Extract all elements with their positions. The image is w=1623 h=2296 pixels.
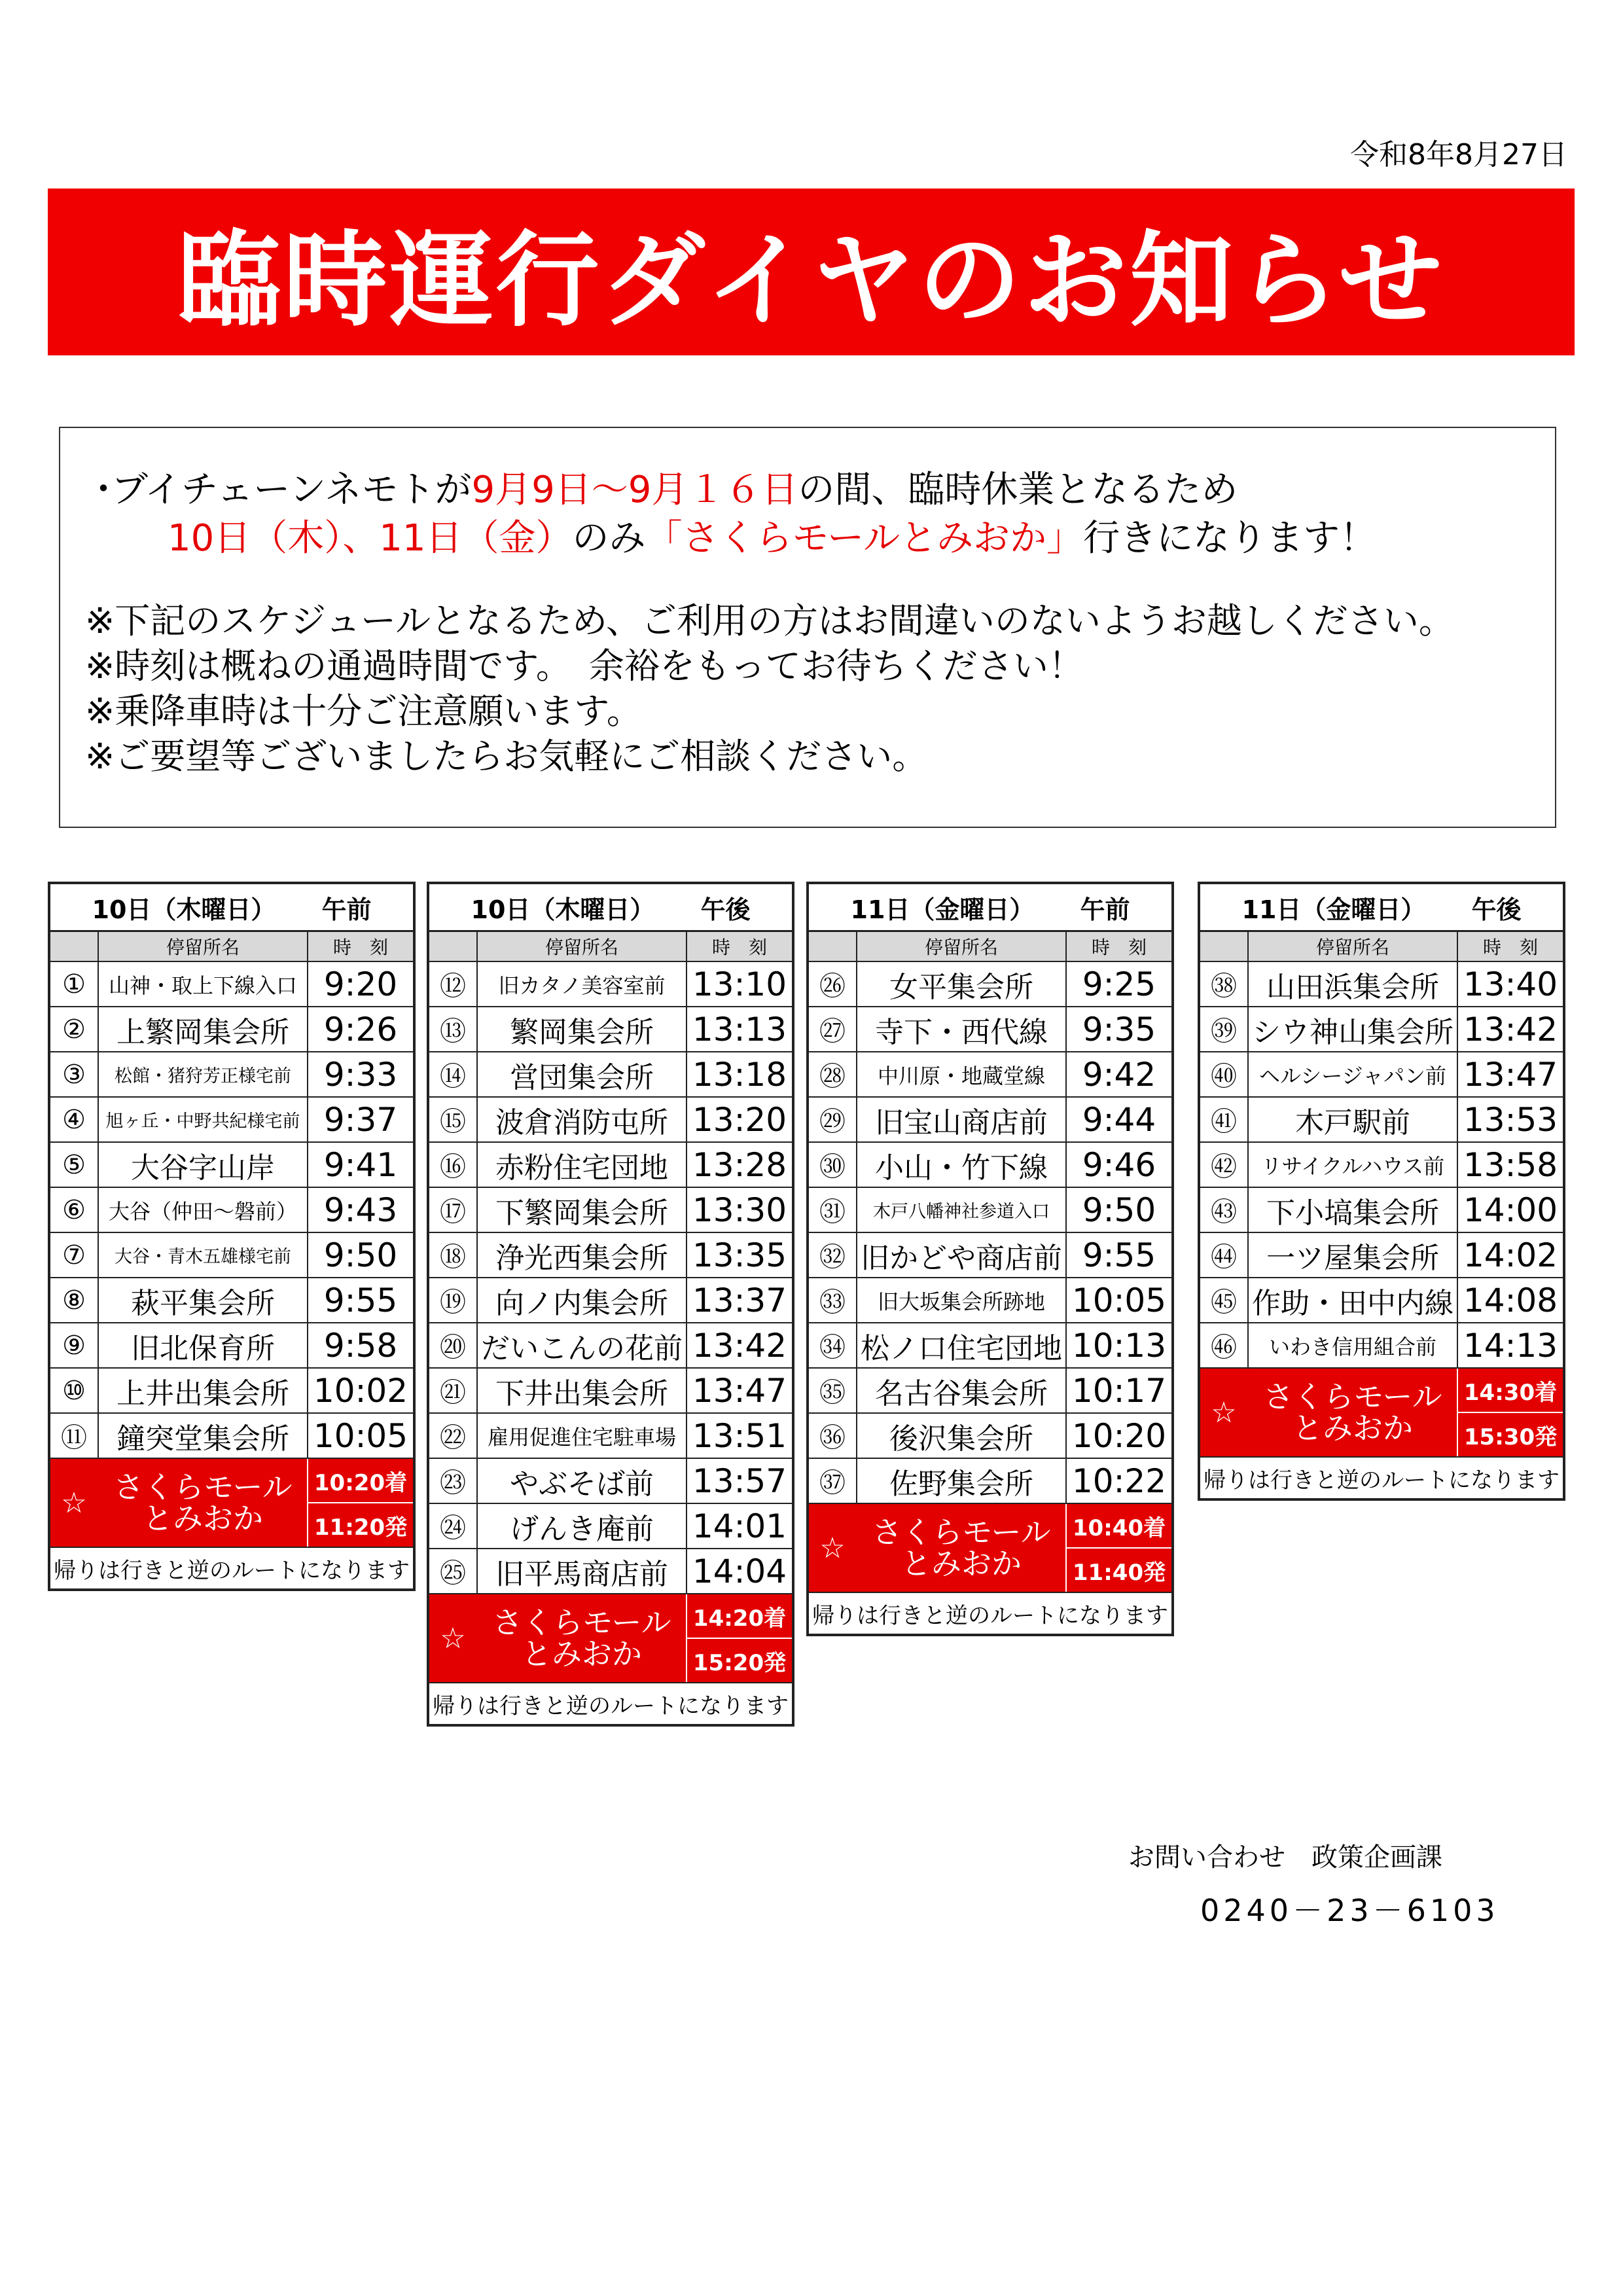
- stop-number: ㊻: [1200, 1323, 1249, 1367]
- stop-time: 13:57: [692, 1462, 787, 1500]
- contact-info: [1128, 1837, 1499, 1930]
- notice-text: の間、臨時休業となるため: [798, 469, 1238, 511]
- stop-name: 赤粉住宅団地: [478, 1143, 687, 1187]
- stop-number: ⑮: [429, 1098, 478, 1141]
- time-column-header: 時 刻: [711, 937, 767, 958]
- table-row: [1200, 1278, 1563, 1323]
- arrival-time: 14:30着: [1458, 1369, 1563, 1413]
- stop-number: ㊹: [1200, 1233, 1249, 1277]
- star-icon: ☆: [809, 1504, 857, 1592]
- stop-time: 14:04: [692, 1552, 787, 1590]
- arrival-time: 10:20着: [308, 1459, 413, 1503]
- stop-name: シウ神山集会所: [1249, 1007, 1458, 1051]
- stop-name: 旧平馬商店前: [478, 1549, 687, 1593]
- stop-name: 下小塙集会所: [1249, 1188, 1458, 1232]
- time-column-header: 時 刻: [1482, 937, 1538, 958]
- star-icon: ☆: [50, 1459, 99, 1547]
- destination-name-line1: さくらモール: [1263, 1379, 1442, 1414]
- stop-number: ⑭: [429, 1052, 478, 1096]
- timetable-header: [429, 884, 792, 932]
- stop-number: ㉘: [809, 1052, 857, 1096]
- note-item: ※乗降車時は十分ご注意願います。: [85, 691, 642, 732]
- stop-number: ㉗: [809, 1007, 857, 1051]
- table-row: [429, 1052, 792, 1098]
- stop-number: ③: [50, 1052, 99, 1096]
- stop-number: ㉓: [429, 1459, 478, 1503]
- stop-name: 上井出集会所: [99, 1369, 308, 1412]
- stop-name: 木戸駅前: [1249, 1098, 1458, 1141]
- table-row: [50, 962, 413, 1007]
- destination-label: [857, 1504, 1067, 1592]
- arrival-time: 10:40着: [1067, 1504, 1171, 1549]
- timetable-header: [1200, 884, 1563, 932]
- stop-number: ㊷: [1200, 1143, 1249, 1187]
- table-row: [809, 1098, 1171, 1143]
- table-row: [1200, 1143, 1563, 1188]
- stop-name: 旭ヶ丘・中野共紀様宅前: [99, 1098, 308, 1141]
- destination-row: [50, 1459, 413, 1548]
- stop-number: ⑨: [50, 1323, 99, 1367]
- return-route-note: 帰りは行きと逆のルートになります: [1204, 1467, 1560, 1494]
- stop-name: 大谷・青木五雄様宅前: [99, 1233, 308, 1277]
- stop-time: 9:55: [1082, 1236, 1156, 1274]
- stop-time: 9:55: [323, 1281, 398, 1319]
- destination-row: [1200, 1369, 1563, 1458]
- table-row: [50, 1052, 413, 1098]
- stop-time: 13:58: [1463, 1145, 1558, 1184]
- stop-name: 鐘突堂集会所: [99, 1414, 308, 1458]
- return-route-note: 帰りは行きと逆のルートになります: [433, 1693, 789, 1719]
- table-row: [429, 1369, 792, 1414]
- stop-time: 9:50: [1082, 1191, 1156, 1229]
- table-row: [809, 1459, 1171, 1504]
- table-row: [809, 1143, 1171, 1188]
- stop-time: 9:43: [323, 1191, 398, 1229]
- stop-time: 14:08: [1463, 1281, 1558, 1319]
- stop-name: リサイクルハウス前: [1249, 1143, 1458, 1187]
- note-item: ※ご要望等ございましたらお気軽にご相談ください。: [85, 736, 928, 777]
- table-row: [429, 1143, 792, 1188]
- table-row: [1200, 1098, 1563, 1143]
- stop-number: ㉙: [809, 1098, 857, 1141]
- timetable-header: [50, 884, 413, 932]
- stop-name: 後沢集会所: [857, 1414, 1067, 1458]
- stop-number: ⑱: [429, 1233, 478, 1277]
- stop-name: 佐野集会所: [857, 1459, 1067, 1503]
- star-icon: ☆: [1200, 1369, 1249, 1456]
- stop-time: 9:25: [1082, 965, 1156, 1003]
- stop-time: 13:10: [692, 965, 787, 1003]
- stop-time: 9:35: [1082, 1010, 1156, 1049]
- stop-number: ①: [50, 962, 99, 1006]
- stop-name: 山田浜集会所: [1249, 962, 1458, 1006]
- stop-time: 14:01: [692, 1507, 787, 1545]
- stop-name: 木戸八幡神社参道入口: [857, 1188, 1067, 1232]
- stop-number: ⑬: [429, 1007, 478, 1051]
- stop-number: ⑪: [50, 1414, 99, 1458]
- stop-number: ⑯: [429, 1143, 478, 1187]
- table-row: [50, 1369, 413, 1414]
- stop-number: ㉟: [809, 1369, 857, 1412]
- table-row: [809, 1188, 1171, 1233]
- stop-name: 旧北保育所: [99, 1323, 308, 1367]
- stop-number: ㊲: [809, 1459, 857, 1503]
- destination-name-line1: さくらモール: [113, 1469, 293, 1505]
- timetable-day: 10日（木曜日）: [92, 895, 276, 924]
- stop-time: 13:40: [1463, 965, 1558, 1003]
- notice-text: のみ: [572, 517, 646, 560]
- table-row: [809, 1414, 1171, 1459]
- stop-number: ㊺: [1200, 1278, 1249, 1322]
- stop-name: げんき庵前: [478, 1504, 687, 1548]
- stop-number: ⑥: [50, 1188, 99, 1232]
- table-row: [809, 1369, 1171, 1414]
- table-row: [429, 1188, 792, 1233]
- stop-number: ㉖: [809, 962, 857, 1006]
- contact-phone: 0240－23－6103: [1200, 1893, 1499, 1928]
- stop-number: ⑳: [429, 1323, 478, 1367]
- stop-name: 旧カタノ美容室前: [478, 962, 687, 1006]
- issue-date: 令和8年8月27日: [1350, 138, 1567, 171]
- timetable-period: 午後: [1471, 895, 1522, 924]
- stop-number: ⑩: [50, 1369, 99, 1412]
- stop-time: 9:26: [323, 1010, 398, 1049]
- table-row: [429, 1007, 792, 1052]
- stop-time: 13:51: [692, 1416, 787, 1455]
- table-row: [809, 1278, 1171, 1323]
- stop-number: ⑰: [429, 1188, 478, 1232]
- stop-number: ㉝: [809, 1278, 857, 1322]
- return-route-note: 帰りは行きと逆のルートになります: [54, 1557, 410, 1584]
- stop-name: 旧大坂集会所跡地: [857, 1278, 1067, 1322]
- note-item: ※下記のスケジュールとなるため、ご利用の方はお間違いのないようお越しください。: [85, 600, 1454, 641]
- notice-text: 行きになります！: [1083, 517, 1377, 560]
- timetable: [48, 882, 416, 1591]
- time-column-header: 時 刻: [332, 937, 388, 958]
- column-headers: [429, 932, 792, 962]
- table-row: [50, 1323, 413, 1369]
- destination-times: [1458, 1369, 1563, 1456]
- destination-name-line2: とみおか: [143, 1501, 263, 1536]
- stop-time: 10:05: [1071, 1281, 1167, 1319]
- stop-name: 波倉消防屯所: [478, 1098, 687, 1141]
- stop-time: 10:13: [1071, 1326, 1167, 1365]
- stop-time: 13:47: [692, 1371, 787, 1410]
- timetable-header: [809, 884, 1171, 932]
- table-row: [50, 1188, 413, 1233]
- stop-number: ㊴: [1200, 1007, 1249, 1051]
- return-route-note: 帰りは行きと逆のルートになります: [812, 1602, 1168, 1629]
- stop-name: 大谷字山岸: [99, 1143, 308, 1187]
- table-row: [429, 1278, 792, 1323]
- stop-name: 浄光西集会所: [478, 1233, 687, 1277]
- timetable-period: 午前: [1080, 895, 1130, 924]
- stop-number: ㊸: [1200, 1188, 1249, 1232]
- stop-name: 一ツ屋集会所: [1249, 1233, 1458, 1277]
- stop-time: 9:41: [323, 1145, 398, 1184]
- destination-row: [809, 1504, 1171, 1593]
- table-row: [1200, 1007, 1563, 1052]
- stop-time: 13:47: [1463, 1055, 1558, 1094]
- bullet: ・: [85, 469, 122, 511]
- stop-time: 13:42: [1463, 1010, 1558, 1049]
- stop-name: ヘルシージャパン前: [1249, 1052, 1458, 1096]
- stop-number: ㉑: [429, 1369, 478, 1412]
- stop-time: 9:20: [323, 965, 398, 1003]
- title-banner: [48, 188, 1575, 355]
- stop-name: 営団集会所: [478, 1052, 687, 1096]
- destination-name-line1: さくらモール: [492, 1605, 671, 1640]
- timetable-day: 11日（金曜日）: [1241, 895, 1426, 924]
- stop-name: 中川原・地蔵堂線: [857, 1052, 1067, 1096]
- timetable-period: 午後: [700, 895, 751, 924]
- arrival-time: 14:20着: [687, 1594, 792, 1639]
- stop-time: 9:58: [323, 1326, 398, 1365]
- stop-column-header: 停留所名: [478, 932, 687, 961]
- destination-times: [687, 1594, 792, 1682]
- stop-name: 下繁岡集会所: [478, 1188, 687, 1232]
- stop-number: ⑤: [50, 1143, 99, 1187]
- stop-time: 10:20: [1071, 1416, 1167, 1455]
- column-headers: [809, 932, 1171, 962]
- stop-name: 繁岡集会所: [478, 1007, 687, 1051]
- stop-name: 雇用促進住宅駐車場: [478, 1414, 687, 1458]
- stop-name: いわき信用組合前: [1249, 1323, 1458, 1367]
- service-days: 10日（木）、11日（金）: [168, 517, 573, 560]
- table-row: [1200, 1323, 1563, 1369]
- stop-number: ②: [50, 1007, 99, 1051]
- stop-number: ㊵: [1200, 1052, 1249, 1096]
- table-row: [429, 1098, 792, 1143]
- column-headers: [50, 932, 413, 962]
- notice-box: [59, 427, 1556, 828]
- stop-name: 向ノ内集会所: [478, 1278, 687, 1322]
- notice-line-2: [85, 514, 1555, 563]
- table-row: [809, 1052, 1171, 1098]
- stop-time: 13:13: [692, 1010, 787, 1049]
- destination-name: 「さくらモールとみおか」: [645, 517, 1084, 560]
- note-item: ※時刻は概ねの通過時間です。 余裕をもってお待ちください！: [85, 645, 1084, 687]
- table-row: [429, 1459, 792, 1504]
- destination-name-line2: とみおか: [522, 1636, 642, 1672]
- notice-line-1: [85, 466, 1555, 514]
- timetable-day: 10日（木曜日）: [471, 895, 655, 924]
- stop-name: 松館・猪狩芳正様宅前: [99, 1052, 308, 1096]
- table-row: [1200, 962, 1563, 1007]
- stop-number: ㉚: [809, 1143, 857, 1187]
- contact-label: お問い合わせ 政策企画課: [1128, 1842, 1442, 1873]
- stop-number: ㉒: [429, 1414, 478, 1458]
- page-title: 臨時運行ダイヤのお知らせ: [177, 221, 1445, 341]
- stop-time: 13:18: [692, 1055, 787, 1094]
- stop-time: 13:28: [692, 1145, 787, 1184]
- stop-name: 下井出集会所: [478, 1369, 687, 1412]
- table-row: [50, 1414, 413, 1459]
- stop-number: ⑧: [50, 1278, 99, 1322]
- destination-label: [1249, 1369, 1458, 1456]
- stop-time: 10:17: [1071, 1371, 1167, 1410]
- destination-label: [478, 1594, 687, 1682]
- timetable: [806, 882, 1174, 1636]
- stop-time: 9:42: [1082, 1055, 1156, 1094]
- departure-time: 15:20発: [692, 1649, 787, 1676]
- table-row: [429, 1233, 792, 1278]
- stop-time: 14:13: [1463, 1326, 1558, 1365]
- destination-name-line2: とみおか: [901, 1546, 1022, 1581]
- stop-name: 作助・田中内線: [1249, 1278, 1458, 1322]
- stop-time: 9:33: [323, 1055, 398, 1094]
- destination-name-line2: とみおか: [1293, 1410, 1413, 1446]
- stop-name: 山神・取上下線入口: [99, 962, 308, 1006]
- stop-number: ㊶: [1200, 1098, 1249, 1141]
- stop-name: 女平集会所: [857, 962, 1067, 1006]
- destination-times: [1067, 1504, 1171, 1592]
- table-row: [50, 1007, 413, 1052]
- star-icon: ☆: [429, 1594, 478, 1682]
- stop-number: ㉔: [429, 1504, 478, 1548]
- table-row: [809, 1233, 1171, 1278]
- stop-name: 寺下・西代線: [857, 1007, 1067, 1051]
- stop-time: 9:46: [1082, 1145, 1156, 1184]
- stop-number: ㉛: [809, 1188, 857, 1232]
- stop-time: 14:00: [1463, 1191, 1558, 1229]
- timetable-day: 11日（金曜日）: [850, 895, 1035, 924]
- table-row: [50, 1233, 413, 1278]
- timetable-period: 午前: [321, 895, 372, 924]
- timetable: [1198, 882, 1565, 1501]
- stop-time: 9:44: [1082, 1100, 1156, 1139]
- stop-column-header: 停留所名: [857, 932, 1067, 961]
- stop-number: ㊱: [809, 1414, 857, 1458]
- stop-time: 13:53: [1463, 1100, 1558, 1139]
- stop-time: 13:42: [692, 1326, 787, 1365]
- stop-time: 9:37: [323, 1100, 398, 1139]
- closure-period: 9月9日～9月１６日: [471, 469, 798, 511]
- stop-time: 10:22: [1071, 1462, 1167, 1500]
- stop-name: やぶそば前: [478, 1459, 687, 1503]
- stop-number: ㊳: [1200, 962, 1249, 1006]
- stop-name: 上繁岡集会所: [99, 1007, 308, 1051]
- table-row: [809, 962, 1171, 1007]
- stop-time: 10:05: [313, 1416, 408, 1455]
- stop-name: 旧かどや商店前: [857, 1233, 1067, 1277]
- stop-number: ⑦: [50, 1233, 99, 1277]
- stop-name: 大谷（仲田～磐前）: [99, 1188, 308, 1232]
- destination-row: [429, 1594, 792, 1683]
- stop-time: 14:02: [1463, 1236, 1558, 1274]
- stop-time: 13:20: [692, 1100, 787, 1139]
- stop-time: 13:35: [692, 1236, 787, 1274]
- departure-time: 11:20発: [313, 1514, 408, 1541]
- table-row: [50, 1143, 413, 1188]
- stop-number: ㉜: [809, 1233, 857, 1277]
- table-row: [50, 1278, 413, 1323]
- stop-time: 13:30: [692, 1191, 787, 1229]
- table-row: [809, 1323, 1171, 1369]
- stop-number: ㉞: [809, 1323, 857, 1367]
- stop-number: ⑫: [429, 962, 478, 1006]
- stop-name: 萩平集会所: [99, 1278, 308, 1322]
- time-column-header: 時 刻: [1091, 937, 1147, 958]
- departure-time: 15:30発: [1463, 1424, 1558, 1450]
- timetable: [427, 882, 794, 1727]
- stop-column-header: 停留所名: [1249, 932, 1458, 961]
- stop-number: ㉕: [429, 1549, 478, 1593]
- table-row: [1200, 1052, 1563, 1098]
- destination-times: [308, 1459, 413, 1547]
- stop-name: 松ノ口住宅団地: [857, 1323, 1067, 1367]
- stop-name: 小山・竹下線: [857, 1143, 1067, 1187]
- table-row: [1200, 1188, 1563, 1233]
- stop-name: 旧宝山商店前: [857, 1098, 1067, 1141]
- stop-name: だいこんの花前: [478, 1323, 687, 1367]
- stop-time: 10:02: [313, 1371, 408, 1410]
- table-row: [1200, 1233, 1563, 1278]
- stop-time: 13:37: [692, 1281, 787, 1319]
- table-row: [429, 1323, 792, 1369]
- column-headers: [1200, 932, 1563, 962]
- table-row: [429, 1414, 792, 1459]
- departure-time: 11:40発: [1072, 1559, 1166, 1586]
- table-row: [50, 1098, 413, 1143]
- notice-text: ブイチェーンネモトが: [111, 469, 472, 511]
- table-row: [429, 1549, 792, 1594]
- destination-name-line1: さくらモール: [872, 1515, 1051, 1550]
- destination-label: [99, 1459, 308, 1547]
- stop-number: ④: [50, 1098, 99, 1141]
- stop-name: 名古谷集会所: [857, 1369, 1067, 1412]
- table-row: [429, 1504, 792, 1549]
- stop-number: ⑲: [429, 1278, 478, 1322]
- stop-time: 9:50: [323, 1236, 398, 1274]
- table-row: [429, 962, 792, 1007]
- stop-column-header: 停留所名: [99, 932, 308, 961]
- table-row: [809, 1007, 1171, 1052]
